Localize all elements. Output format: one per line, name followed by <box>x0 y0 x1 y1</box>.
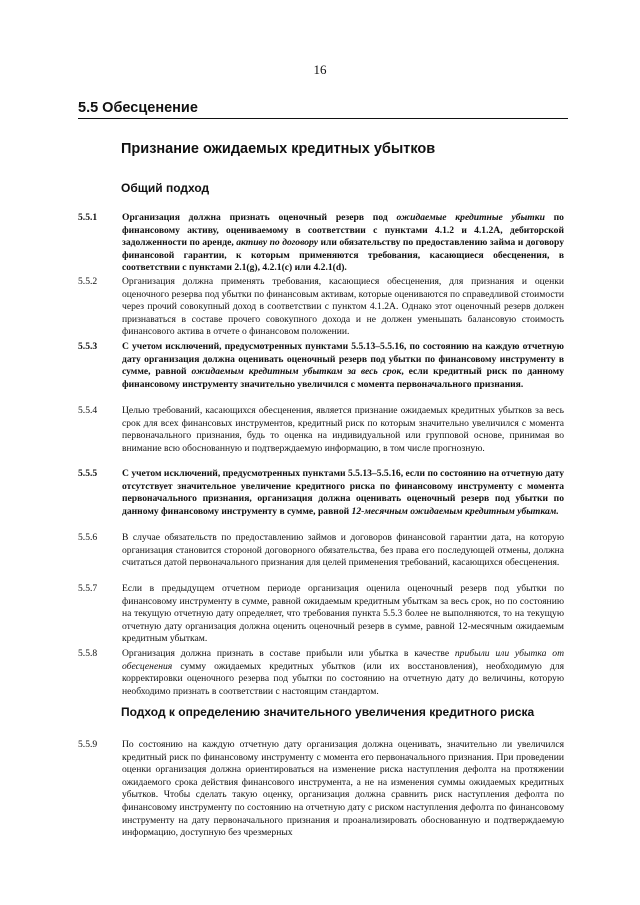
paragraph-number: 5.5.9 <box>78 739 98 750</box>
section-title: 5.5 Обесценение <box>78 100 568 119</box>
paragraph-5-5-3 <box>78 341 564 391</box>
paragraph-text <box>122 739 564 840</box>
text-run: , если кредитный риск по данному финансовому инструменту значительно увеличился с момента первоначального признания. <box>122 366 564 390</box>
paragraph-number: 5.5.4 <box>78 405 98 416</box>
paragraph-5-5-2 <box>78 276 564 339</box>
paragraph-text <box>122 405 564 455</box>
paragraph-5-5-5 <box>78 468 564 518</box>
subtitle: Признание ожидаемых кредитных убытков <box>121 141 436 157</box>
text-run: По состоянию на каждую отчетную дату организация должна оценивать, значительно ли увеличился кредитный риск по финансовому инструменту с момента его первоначального признания. При проведении оценки организация должна ориентироваться на изменение риска наступления дефолта на протяжении ожидаемого срока действия финансового инструмента, а не на изменения суммы ожидаемых кредитных убытков. Чтобы сделать такую оценку, организация должна сравнить риск наступления дефолта по финансовому инструменту по состоянию на отчетную дату с риском наступления дефолта по финансовому инструменту на дату первоначального признания и проанализировать обоснованную и подтверждаемую информацию, доступную без чрезмерных <box>122 739 564 839</box>
paragraph-number: 5.5.8 <box>78 648 98 659</box>
text-run: сумму ожидаемых кредитных убытков (или их восстановления), необходимую для корректировки оценочного резерва под убытки по состоянию на отчетную дату до величины, которую необходимо признать в соответствии с настоящим стандартом. <box>122 660 564 697</box>
paragraph-number: 5.5.7 <box>78 583 98 594</box>
paragraph-5-5-8 <box>78 648 564 698</box>
paragraph-number: 5.5.5 <box>78 468 98 479</box>
text-run: Организация должна признать в составе прибыли или убытка в качестве <box>122 648 455 659</box>
paragraph-text <box>122 583 564 646</box>
italic-term: 12-месячным ожидаемым кредитным убыткам. <box>351 505 559 517</box>
text-run: Целью требований, касающихся обесценения, является признание ожидаемых кредитных убытков за весь срок для всех финансовых инструментов, кредитный риск по которым значительно увеличился с момента первоначального признания, будь то оценка на индивидуальной или групповой основе, принимая во внимание всю обоснованную и подтверждаемую информацию, в том числе прогнозную. <box>122 405 564 454</box>
italic-term: прибыли или убытка от обесценения <box>122 648 564 672</box>
text-run: С учетом исключений, предусмотренных пунктами 5.5.13–5.5.16, по состоянию на каждую отчетную дату организация должна оценивать оценочный резерв под убытки по финансовому инструменту в сумме, равной <box>122 341 564 378</box>
paragraph-5-5-1 <box>78 212 564 275</box>
text-run: или обязательству по предоставлению займа и договору финансовой гарантии, к которым применяются требования, касающиеся обесценения, в соответствии с пунктами 2.1(g), 4.2.1(c) или 4.2.1(d). <box>122 237 564 274</box>
paragraph-5-5-7 <box>78 583 564 646</box>
paragraph-text <box>122 341 564 391</box>
text-run: С учетом исключений, предусмотренных пунктами 5.5.13–5.5.16, если по состоянию на отчетную дату отсутствует значительное увеличение кредитного риска по финансовому инструменту с момента первоначального признания, организация должна оценивать оценочный резерв под убытки по данному финансовому инструменту в сумме, равной <box>122 468 564 517</box>
italic-term: ожидаемым кредитным убыткам за весь срок <box>191 366 402 378</box>
paragraph-text <box>122 276 564 339</box>
paragraph-number: 5.5.2 <box>78 276 98 287</box>
text-run: по финансовому активу, оцениваемому в соответствии с пунктами 4.1.2 и 4.1.2А, дебиторской задолженности по аренде, <box>122 212 564 249</box>
paragraph-text <box>122 468 564 518</box>
paragraph-text <box>122 212 564 275</box>
paragraph-5-5-6 <box>78 532 564 570</box>
paragraph-text <box>122 648 564 698</box>
paragraph-5-5-4 <box>78 405 564 455</box>
text-run: Организация должна признать оценочный резерв под <box>122 212 397 223</box>
text-run: В случае обязательств по предоставлению займов и договоров финансовой гарантии дата, на которую организация становится стороной договорного обязательства, без права его последующей отмены, должна считаться датой первоначального признания для целей применения требований, касающихся обесценения. <box>122 532 564 569</box>
text-run: Организация должна применять требования, касающиеся обесценения, для признания и оценки оценочного резерва под убытки по финансовым активам, которые оцениваются по справедливой стоимости через прочий совокупный доход в соответствии с пунктом 4.1.2А. Однако этот оценочный резерв должен признаваться в составе прочего совокупного дохода и не должен уменьшать балансовую стоимость финансового актива в отчете о финансовом положении. <box>122 276 564 338</box>
paragraph-number: 5.5.1 <box>78 212 98 223</box>
heading-general-approach: Общий подход <box>121 181 210 195</box>
heading-significant-increase: Подход к определению значительного увеличения кредитного риска <box>121 705 535 719</box>
italic-term: активу по договору <box>236 237 318 249</box>
paragraph-5-5-9 <box>78 739 564 840</box>
paragraph-number: 5.5.3 <box>78 341 98 352</box>
paragraph-number: 5.5.6 <box>78 532 98 543</box>
page-number: 16 <box>313 62 327 77</box>
text-run: Если в предыдущем отчетном периоде организация оценила оценочный резерв под убытки по финансовому инструменту в сумме, равной ожидаемым кредитным убыткам за весь срок, но по состоянию на текущую отчетную дату определяет, что требования пункта 5.5.3 более не выполняются, то на текущую отчетную дату организация должна оценить оценочный резерв в сумме, равной 12-месячным ожидаемым кредитным убыткам. <box>122 583 564 645</box>
paragraph-text <box>122 532 564 570</box>
italic-term: ожидаемые кредитные убытки <box>396 212 545 223</box>
